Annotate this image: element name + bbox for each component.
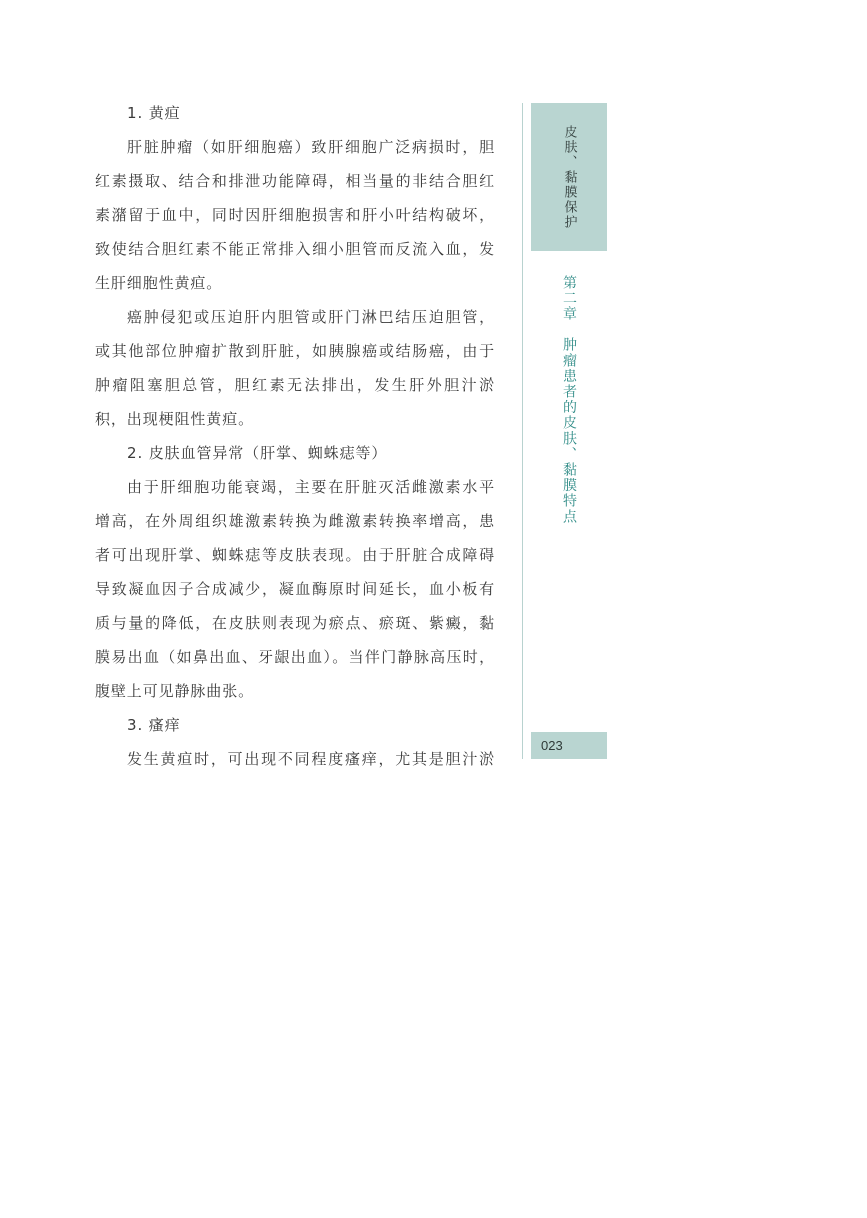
main-text: [95, 96, 495, 776]
text-line: 致使结合胆红素不能正常排入细小胆管而反流入血，发: [95, 240, 495, 258]
text-line: 者可出现肝掌、蜘蛛痣等皮肤表现。由于肝脏合成障碍: [95, 546, 495, 564]
heading-itching: 3. 瘙痒: [127, 716, 181, 734]
text-line: 由于肝细胞功能衰竭，主要在肝脏灭活雌激素水平: [127, 478, 495, 496]
text-line: 导致凝血因子合成减少，凝血酶原时间延长，血小板有: [95, 580, 495, 598]
section-tab: [531, 103, 607, 251]
paragraph-obstructive-jaundice: [95, 300, 495, 436]
paragraph-hepatocellular-jaundice: [95, 130, 495, 300]
heading-skin-vascular: 2. 皮肤血管异常（肝掌、蜘蛛痣等）: [127, 444, 388, 462]
section-tab-label: 皮肤、黏膜保护: [561, 124, 577, 230]
text-line: 膜易出血（如鼻出血、牙龈出血）。当伴门静脉高压时，: [95, 648, 495, 666]
text-line: 素潴留于血中，同时因肝细胞损害和肝小叶结构破坏，: [95, 206, 495, 224]
text-line: 增高，在外周组织雄激素转换为雌激素转换率增高，患: [95, 512, 495, 530]
text-line: 发生黄疸时，可出现不同程度瘙痒，尤其是胆汁淤: [127, 750, 495, 768]
text-line: 或其他部位肿瘤扩散到肝脏，如胰腺癌或结肠癌，由于: [95, 342, 495, 360]
heading-jaundice: 1. 黄疸: [127, 104, 181, 122]
text-line: 癌肿侵犯或压迫肝内胆管或肝门淋巴结压迫胆管，: [127, 308, 495, 326]
paragraph-skin-vascular: [95, 470, 495, 708]
text-line: 生肝细胞性黄疸。: [95, 274, 223, 292]
text-line: 积，出现梗阻性黄疸。: [95, 410, 255, 428]
page-number: 023: [531, 732, 607, 759]
text-line: 腹壁上可见静脉曲张。: [95, 682, 255, 700]
margin-divider: [522, 103, 523, 759]
chapter-title: 第二章 肿瘤患者的皮肤、黏膜特点: [561, 275, 577, 525]
text-line: 红素摄取、结合和排泄功能障碍，相当量的非结合胆红: [95, 172, 495, 190]
text-line: 肿瘤阻塞胆总管，胆红素无法排出，发生肝外胆汁淤: [95, 376, 495, 394]
paragraph-itching: [95, 742, 495, 776]
text-line: 肝脏肿瘤（如肝细胞癌）致肝细胞广泛病损时，胆: [127, 138, 495, 156]
text-line: 质与量的降低，在皮肤则表现为瘀点、瘀斑、紫癜，黏: [95, 614, 495, 632]
